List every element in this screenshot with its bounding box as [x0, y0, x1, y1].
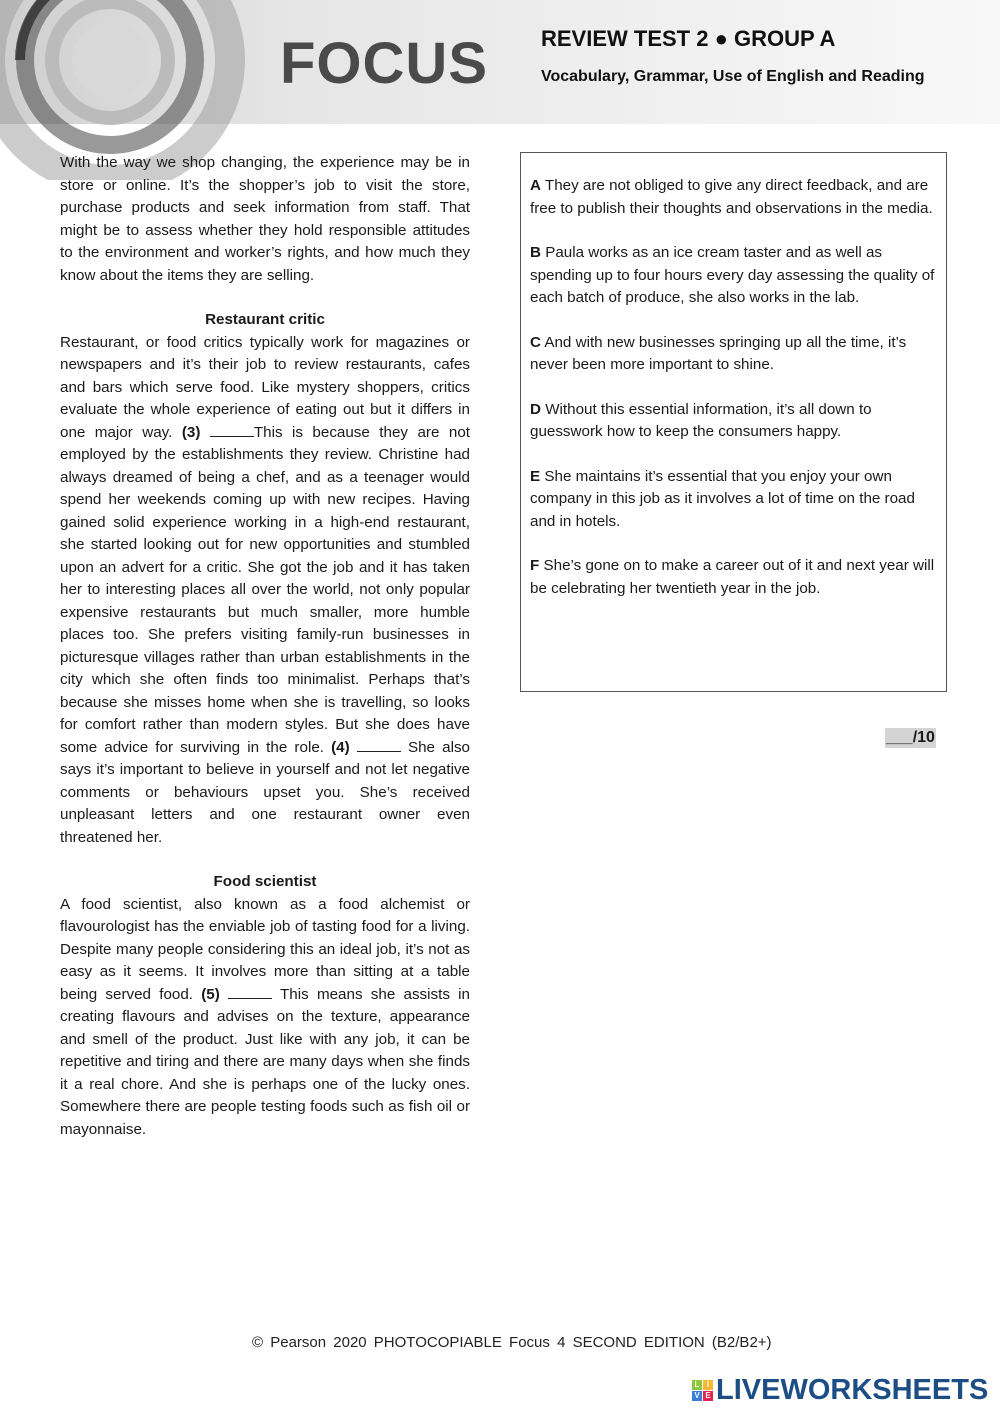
test-title: REVIEW TEST 2 ● GROUP A [541, 26, 836, 51]
gap-number-5: (5) [201, 985, 220, 1003]
section-heading-restaurant-critic: Restaurant critic [205, 311, 325, 328]
liveworksheets-icon [692, 1380, 713, 1401]
icon-tile: L [692, 1380, 702, 1390]
intro-paragraph: With the way we shop changing, the experience may be in store or online. It’s the shopper’s job to visit the store, purchase products and seek information from staff. That might be to assess whether they hold responsible attitudes to the environment and worker’s rights, and how much they know about the items they are selling. [60, 154, 470, 284]
option-a [530, 175, 937, 220]
option-letter: E [530, 467, 541, 485]
text: Restaurant, or food critics typically work for magazines or newspapers and it’s their job to review restaurants, cafes and bars which serve food. Like mystery shoppers, critics evaluate the whole experience of eating out but it differs in one major way. [60, 333, 470, 441]
option-f [530, 555, 937, 600]
options-box [520, 152, 947, 692]
option-text: She’s gone on to make a career out of it and next year will be celebrating her twentieth year in the job. [530, 557, 935, 597]
score-field: ___/10 [886, 729, 935, 746]
test-subtitle: Vocabulary, Grammar, Use of English and Reading [541, 68, 925, 85]
text: This is because they are not employed by the establishments they review. Christine had always dreamed of being a chef, and as a teenager would spend her weekends coming up with new recipes. Having gained solid experience working in a high-end restaurant, she started looking out for new opportunities and stumbled upon an advert for a critic. She got the job and it has taken her to interesting places all over the world, not only popular expensive restaurants but much smaller, more humble places too. She prefers visiting family-run businesses in picturesque villages rather than urban establishments in the city which she often finds too minimalist. Perhaps that’s because she misses home when she is travelling, so looks for comfort rather than modern styles. But she does have some advice for surviving in the role. [60, 423, 470, 756]
option-text: Paula works as an ice cream taster and as well as spending up to four hours every day assessing the quality of each batch of produce, she also works in the lab. [530, 244, 935, 306]
option-b [530, 242, 937, 310]
liveworksheets-text: LIVEWORKSHEETS [716, 1374, 989, 1406]
option-text: They are not obliged to give any direct feedback, and are free to publish their thoughts and observations in the media. [530, 177, 933, 217]
option-text: She maintains it’s essential that you enjoy your own company in this job as it involves a lot of time on the road and in hotels. [530, 467, 915, 530]
focus-logo: FOCUS [280, 31, 488, 96]
option-d [530, 399, 937, 444]
gap-number-3: (3) [181, 423, 201, 441]
option-text: And with new businesses springing up all the time, it’s never been more important to shine. [530, 333, 907, 373]
icon-tile: E [703, 1391, 713, 1401]
copyright-footer: © Pearson 2020 PHOTOCOPIABLE Focus 4 SECOND EDITION (B2/B2+) [252, 1334, 772, 1351]
option-text: Without this essential information, it’s all down to guesswork how to keep the consumers happy. [530, 400, 872, 440]
icon-tile: V [692, 1391, 702, 1401]
option-letter: C [530, 333, 541, 351]
icon-tile: I [703, 1380, 713, 1390]
gap-5-input[interactable] [228, 984, 272, 999]
option-letter: F [530, 557, 540, 574]
text: She also says it’s important to believe in yourself and not let negative comments or behaviours upset you. She’s received unpleasant letters and one restaurant owner even threatened her. [60, 738, 470, 846]
option-letter: B [530, 244, 541, 261]
reading-text [60, 152, 470, 1141]
gap-number-4: (4) [331, 738, 350, 756]
food-scientist-paragraph [60, 894, 470, 1142]
restaurant-critic-paragraph [60, 332, 470, 850]
option-letter: A [530, 177, 541, 194]
option-e [530, 466, 937, 534]
option-letter: D [530, 400, 541, 418]
gap-4-input[interactable] [357, 737, 401, 752]
section-heading-food-scientist: Food scientist [213, 873, 317, 890]
option-c [530, 332, 937, 377]
gap-3-input[interactable] [210, 422, 254, 437]
text: A food scientist, also known as a food alchemist or flavourologist has the enviable job of tasting food for a living. Despite many people considering this an ideal job, it’s not as easy as it seems. It involves more than sitting at a table being served food. [60, 895, 470, 1003]
header-banner [0, 0, 1000, 124]
liveworksheets-logo [692, 1374, 988, 1407]
text: This means she assists in creating flavours and advises on the texture, appearance and smell of the product. Just like with any job, it can be repetitive and tiring and there are many days when she finds it a real chore. And she is perhaps one of the lucky ones. Somewhere there are people testing foods such as fish oil or mayonnaise. [60, 985, 470, 1138]
